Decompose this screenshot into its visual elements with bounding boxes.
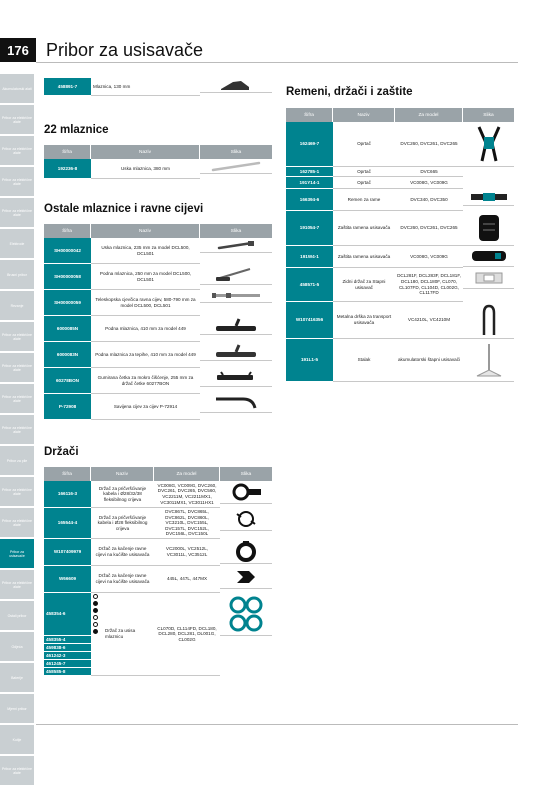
table-row (44, 481, 272, 508)
item-name: Oprtač (333, 177, 395, 189)
item-code: W107409979 (44, 539, 91, 566)
table-row (44, 368, 272, 394)
table-row (44, 238, 272, 264)
sidebar-tab[interactable]: Pribor za usisavače (0, 539, 34, 568)
item-code: SH00000058 (44, 264, 91, 290)
item-name: Gumirana četka za mokro čišćenje, 255 mm za držač četke 60277BON (91, 368, 200, 394)
sidebar-tab[interactable]: Pribor za električne alate (0, 167, 34, 196)
small-nozzle-icon (200, 78, 272, 93)
column-header: Naziv (91, 145, 200, 159)
item-code: SH00000042 (44, 238, 91, 264)
table-row (44, 290, 272, 316)
sidebar-tab[interactable]: Kutije (0, 725, 34, 754)
side-hanger-icon (220, 566, 272, 589)
item-code: 191L1-5 (286, 339, 333, 382)
item-code: 6000083N (44, 342, 91, 368)
section-title-drzaci: Držači (44, 446, 79, 458)
item-name: Savijena cijev za cijev P-72914 (91, 394, 200, 420)
column-header: Šifra (44, 145, 91, 159)
table-row (286, 122, 514, 167)
section-title-22-mlaznice: 22 mlaznice (44, 124, 109, 136)
item-model: DVC340, DVC350 (395, 189, 463, 211)
column-header: Šifra (286, 108, 333, 122)
item-name: Držač za pričvršćivanje kabela i Ø28 fleksibilnog crijeva (91, 508, 154, 539)
bottom-divider (36, 724, 518, 725)
sidebar-tab[interactable]: Pribor za električne alate (0, 570, 34, 599)
item-code: W66609 (44, 566, 91, 593)
sidebar-tab[interactable]: Brusni pribor (0, 260, 34, 289)
sidebar-tab[interactable]: Rezanje (0, 291, 34, 320)
item-code (44, 636, 91, 644)
item-code-text: 458354-6 (46, 611, 66, 617)
item-name: Stalak (333, 339, 395, 382)
item-model: VC008G, VC009G, DVC260, DVC261, DVC265, DVC560, VC2211M, VC2211MX1, VC3011MX1, VC3011HX1 (154, 481, 220, 508)
table-row (44, 342, 272, 368)
bent-tube-icon (200, 394, 272, 413)
shoulder-strap-icon (463, 189, 514, 206)
item-model: VC008G, VC009G (395, 246, 463, 268)
item-name: Držač za kačenje ravne cijevi na kućište usisavača (91, 566, 154, 593)
item-name: Uska mlaznica, 235 mm za model DCL500, DCL501 (91, 238, 200, 264)
item-model: akumulatorski štapni usisavači (395, 339, 463, 382)
group-name-cell (91, 593, 154, 676)
item-name: Podna mlaznica, 250 mm za model DCL500, DCL501 (91, 264, 200, 290)
item-name: Teleskopska cjevčica ravna cijev, 580-790 mm za model DCL500, DCL501 (91, 290, 200, 316)
item-code: 6000085N (44, 316, 91, 342)
table-row (44, 566, 272, 593)
item-code: 458891-7 (44, 78, 91, 96)
sidebar-tab[interactable]: Pribor za električne alate (0, 477, 34, 506)
table-row (44, 316, 272, 342)
item-code: 166394-6 (286, 189, 333, 211)
sidebar-tab[interactable]: Pribor za električne alate (0, 353, 34, 382)
table-row (44, 264, 272, 290)
harness-icon (463, 122, 514, 167)
page-number: 176 (0, 38, 36, 62)
table-row (286, 167, 514, 177)
remeni-table (286, 108, 514, 382)
metal-handle-icon (463, 302, 514, 339)
clip-rings-icon (220, 593, 272, 636)
item-name: Oprtač (333, 167, 395, 177)
stand-icon (463, 339, 514, 382)
sidebar-tab[interactable]: Pribor za električne alate (0, 415, 34, 444)
table-row (44, 78, 272, 96)
table-row (286, 246, 514, 268)
wall-mount-icon (463, 268, 514, 289)
item-name: Podna mlaznica za tepihe, 410 mm za model 449 (91, 342, 200, 368)
item-code (44, 668, 91, 676)
section-title-remeni: Remeni, držači i zaštite (286, 86, 413, 98)
color-dot (93, 601, 98, 606)
top-item-table (44, 78, 272, 96)
item-name: Uska mlaznica, 380 mm (91, 159, 200, 179)
sidebar-tab[interactable]: Akumulatorski alati (0, 74, 34, 103)
table-row (44, 394, 272, 420)
table-row (286, 189, 514, 211)
sidebar-tab[interactable]: Pribor za električne alate (0, 508, 34, 537)
item-model: DCL281F, DCL283F, DCL181F, DCL180, DCL180F, CL070, CL107FD, CL104D, CL002G, CL117FD (395, 268, 463, 302)
item-code: SH00000059 (44, 290, 91, 316)
color-dots (93, 594, 98, 634)
item-model: DVC867L, DVC865L, DVC862L, DVC860L, VC3210L, DVC155L, DVC157L, DVC152L, DVC156L, DVC150L (154, 508, 220, 539)
floor-nozzle-pole-icon (200, 264, 272, 285)
sidebar-tab[interactable]: Elektrode (0, 229, 34, 258)
column-header: Naziv (333, 108, 395, 122)
mlaznice-22-table (44, 145, 272, 179)
item-code: 458571-5 (286, 268, 333, 302)
column-header: Naziv (91, 224, 200, 238)
item-code-text: 459838-6 (46, 644, 66, 650)
item-name: Držač za pričvršćivanje kabela i Ø28/32/38 fleksibilnog crijeva (91, 481, 154, 508)
table-row (44, 159, 272, 179)
item-code-text: 461242-3 (46, 652, 66, 658)
item-code (44, 652, 91, 660)
sidebar-tab[interactable]: Odjeća (0, 632, 34, 661)
group-name: Držač za usisa mlaznicu (105, 628, 136, 639)
item-code (44, 660, 91, 668)
item-model: VC008G, VC009G (395, 177, 463, 189)
carpet-nozzle-icon (200, 342, 272, 361)
color-dot (93, 615, 98, 620)
item-model: 445L, 447L, 447MX (154, 566, 220, 593)
item-code: 166116-3 (44, 481, 91, 508)
narrow-nozzle-icon (200, 238, 272, 253)
item-code: P-72908 (44, 394, 91, 420)
item-code-text: 461245-7 (46, 660, 66, 666)
shoulder-guard-icon (463, 211, 514, 246)
column-header: Slika (200, 224, 272, 238)
item-name: Remen za rame (333, 189, 395, 211)
color-dot (93, 622, 98, 627)
item-code: 60278BON (44, 368, 91, 394)
item-code: 162469-7 (286, 122, 333, 167)
item-code-text: 458355-4 (46, 636, 66, 642)
column-header: Šifra (44, 467, 91, 481)
hose-clip-icon (220, 481, 272, 504)
column-header: Slika (463, 108, 514, 122)
item-code: 191054-7 (286, 211, 333, 246)
item-name: Podna mlaznica, 410 mm za model 449 (91, 316, 200, 342)
sidebar-tab[interactable]: Ostali pribor (0, 601, 34, 630)
sidebar-tab[interactable]: Pribor za električne alate (0, 198, 34, 227)
item-model: VC2000L, VC2512L, VC3011L, VC3512L (154, 539, 220, 566)
item-name: Metalna drška za transport usisavača (333, 302, 395, 339)
pipe-hanger-icon (220, 539, 272, 564)
color-dot (93, 608, 98, 613)
page-title: Pribor za usisavače (46, 40, 204, 60)
drzaci-table (44, 467, 272, 676)
item-code: 191W4-1 (286, 246, 333, 268)
item-code: 162785-1 (286, 167, 333, 177)
item-code-text: 458585-8 (46, 668, 66, 674)
item-code (44, 593, 91, 636)
column-header: Šifra (44, 224, 91, 238)
column-header: Naziv (91, 467, 154, 481)
item-name: Zaštita ramena usisavača (333, 246, 395, 268)
table-row (44, 593, 272, 636)
table-row (286, 302, 514, 339)
group-model: CL070D, CL114FD, DCL180, DCL280, DCL281, DL001G, CL002G (154, 593, 220, 676)
item-name: Držač za kačenje ravne cijevi na kućište usisavača (91, 539, 154, 566)
item-code: 192236-8 (44, 159, 91, 179)
item-model: DVC665 (395, 167, 463, 177)
item-model: VC4210L, VC4210M (395, 302, 463, 339)
item-model: DVC260, DVC261, DVC265 (395, 122, 463, 167)
table-row (44, 539, 272, 566)
sidebar-tab[interactable]: Pribor za električne alate (0, 136, 34, 165)
item-code: 165544-4 (44, 508, 91, 539)
column-header: Za model (154, 467, 220, 481)
table-row (286, 177, 514, 189)
column-header: Slika (220, 467, 272, 481)
table-row (286, 339, 514, 382)
sidebar-tab[interactable]: Mjerni pribor (0, 694, 34, 723)
column-header: Za model (395, 108, 463, 122)
item-code: W107416356 (286, 302, 333, 339)
section-title-ostale: Ostale mlaznice i ravne cijevi (44, 203, 204, 215)
sidebar-tab[interactable]: Pribor za pile (0, 446, 34, 475)
item-name: Zaštita ramena usisavača (333, 211, 395, 246)
shoulder-pad-icon (463, 246, 514, 267)
table-row (286, 268, 514, 302)
wet-brush-icon (200, 368, 272, 387)
table-row (44, 508, 272, 539)
item-code: 191Y14-1 (286, 177, 333, 189)
chapter-sidebar (0, 74, 34, 787)
slim-nozzle-icon (200, 159, 272, 174)
item-model: DVC260, DVC261, DVC265 (395, 211, 463, 246)
table-row (286, 211, 514, 246)
item-code (44, 644, 91, 652)
wide-floor-nozzle-icon (200, 316, 272, 335)
color-dot (93, 594, 98, 599)
ostale-table (44, 224, 272, 420)
sidebar-tab[interactable]: Pribor za električne alate (0, 322, 34, 351)
top-divider (36, 62, 518, 63)
column-header: Slika (200, 145, 272, 159)
item-name: Oprtač (333, 122, 395, 167)
sidebar-tab[interactable]: Pribor za električne alate (0, 756, 34, 785)
color-dot (93, 629, 98, 634)
sidebar-tab[interactable]: Pribor za električne alate (0, 384, 34, 413)
item-description: Mlaznica, 130 mm (91, 78, 200, 96)
sidebar-tab[interactable]: Pribor za električne alate (0, 105, 34, 134)
sidebar-tab[interactable]: Baterije (0, 663, 34, 692)
ring-clip-icon (220, 508, 272, 531)
telescopic-tube-icon (200, 290, 272, 303)
item-name: Zidni držač za Stapni usisavač (333, 268, 395, 302)
